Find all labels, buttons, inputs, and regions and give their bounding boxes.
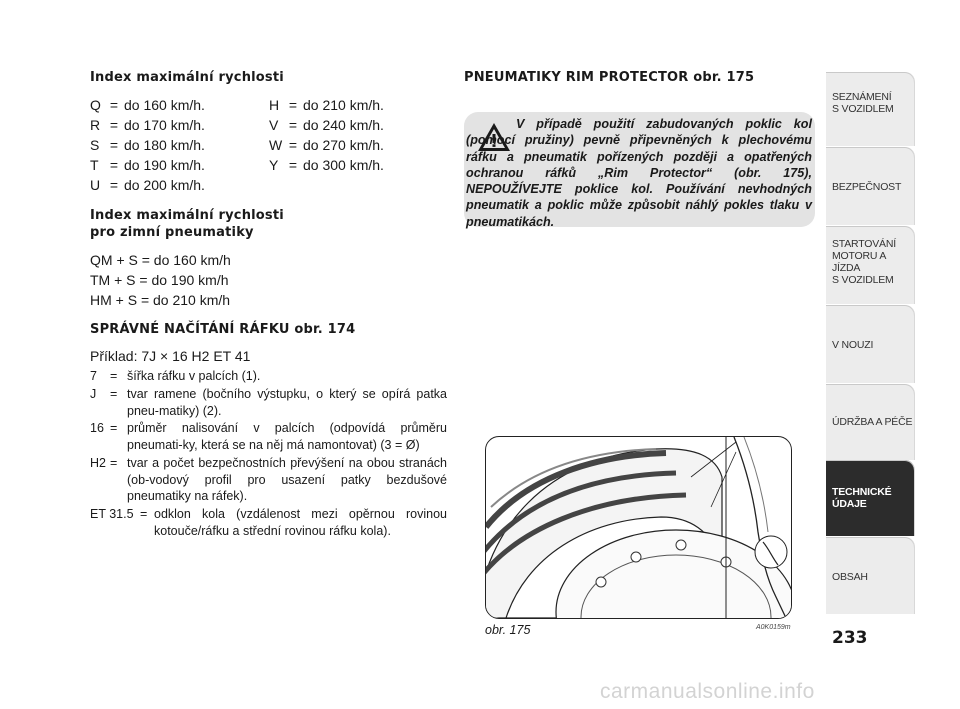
warning-text: V případě použití zabudovaných poklic kol (pomocí pružiny) pevně připevněných k plechovému ráfku a pneumatik pořízených později a opatřených ochranou ráfků „Rim Protector“ (obr. 175), NEPOUŽÍVEJTE poklice kol. Používání nevhodných pneumatik a poklic může způsobit náhlý pokles tlaku v pneumatikách. <box>466 117 812 229</box>
tab-udrzba[interactable]: ÚDRŽBA A PÉČE <box>826 384 915 460</box>
tab-technicke-udaje[interactable]: TECHNICKÉ ÚDAJE <box>826 460 915 536</box>
rim-def-7: 7 = šířka ráfku v palcích (1). <box>90 369 261 383</box>
tab-seznameni[interactable]: SEZNÁMENÍ S VOZIDLEM <box>826 72 915 146</box>
tab-bezpecnost[interactable]: BEZPEČNOST <box>826 147 915 225</box>
speed-row: S = do 180 km/h. <box>90 137 205 153</box>
page-number: 233 <box>832 628 868 648</box>
winter-index-heading-1: Index maximální rychlosti <box>90 208 284 223</box>
speed-row: R = do 170 km/h. <box>90 117 205 133</box>
rim-def-16: 16 = průměr nalisování v palcích (odpovídá průměru pneumati-ky, která se na něj má namontovat) (3 = Ø) <box>90 421 447 452</box>
rim-def-et: ET 31.5 = odklon kola (vzdálenost mezi opěrnou rovinou kotouče/ráfku a střední rovinou ráfku kola). <box>90 507 447 538</box>
figure-caption: obr. 175 <box>485 623 531 637</box>
tire-illustration <box>485 436 792 619</box>
rim-protector-heading: PNEUMATIKY RIM PROTECTOR obr. 175 <box>464 70 755 85</box>
speed-index-heading: Index maximální rychlosti <box>90 70 284 85</box>
tab-startovani[interactable]: STARTOVÁNÍ MOTORU A JÍZDA S VOZIDLEM <box>826 226 915 304</box>
rim-reading-heading: SPRÁVNÉ NAČÍTÁNÍ RÁFKU obr. 174 <box>90 322 356 337</box>
speed-row: Q = do 160 km/h. <box>90 97 205 113</box>
winter-row: TM + S = do 190 km/h <box>90 272 229 288</box>
rim-example: Příklad: 7J × 16 H2 ET 41 <box>90 348 251 364</box>
speed-row: U = do 200 km/h. <box>90 177 205 193</box>
speed-row: V = do 240 km/h. <box>269 117 384 133</box>
rim-def-h2: H2 = tvar a počet bezpečnostních převýšení na obou stranách (ob-vodový profil pro usazení patky bezdušové pneumatiky na ráfek). <box>90 456 447 503</box>
winter-row: QM + S = do 160 km/h <box>90 252 231 268</box>
speed-row: Y = do 300 km/h. <box>269 157 384 173</box>
rim-def-j: J = tvar ramene (bočního výstupku, o který se opírá patka pneu-matiky) (2). <box>90 387 447 418</box>
tab-obsah[interactable]: OBSAH <box>826 537 915 614</box>
figure-code: A0K0159m <box>756 624 791 631</box>
winter-row: HM + S = do 210 km/h <box>90 292 231 308</box>
tab-v-nouzi[interactable]: V NOUZI <box>826 305 915 383</box>
winter-index-heading-2: pro zimní pneumatiky <box>90 225 254 240</box>
speed-row: H = do 210 km/h. <box>269 97 384 113</box>
speed-row: T = do 190 km/h. <box>90 157 205 173</box>
speed-row: W = do 270 km/h. <box>269 137 384 153</box>
watermark: carmanualsonline.info <box>600 680 815 703</box>
